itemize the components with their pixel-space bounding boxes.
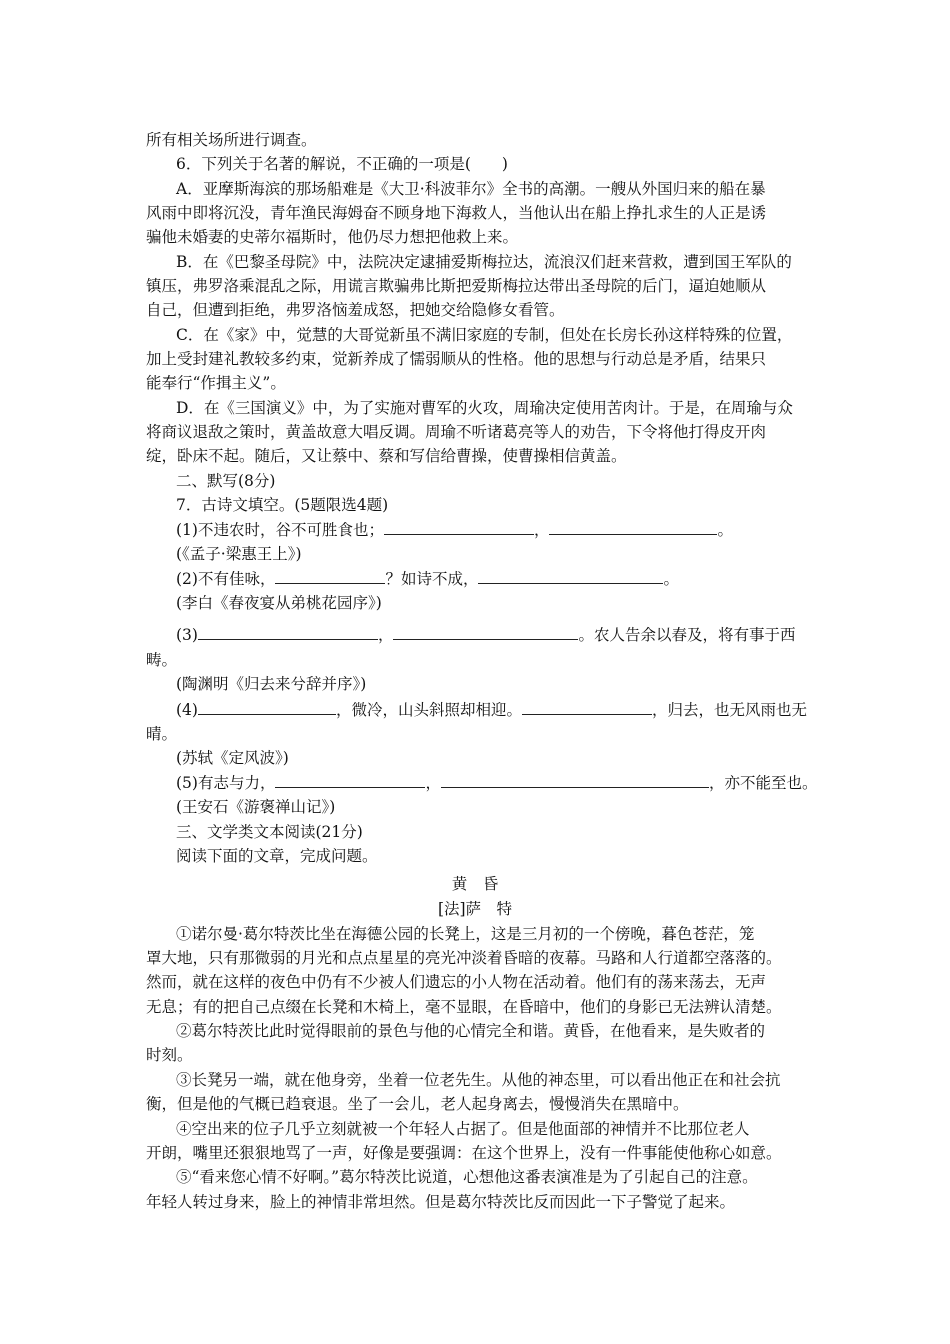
section-heading: 二、默写(8分) [176,472,276,490]
paragraph-line: 时刻。 [146,1046,193,1064]
option-c-line: 加上受封建礼教较多约束，觉新养成了懦弱顺从的性格。他的思想与行动总是矛盾，结果只 [146,350,767,368]
answer-blank[interactable] [275,771,425,788]
paragraph-line: ①诺尔曼·葛尔特茨比坐在海德公园的长凳上，这是三月初的一个傍晚，暮色苍茫，笼 [176,925,755,943]
option-c-line: C．在《家》中，觉慧的大哥觉新虽不满旧家庭的专制，但处在长房长孙这样特殊的位置， [176,326,793,344]
question-7: 7．古诗文填空。(5题限选4题) [176,496,389,514]
option-d-line: D．在《三国演义》中，为了实施对曹军的火攻，周瑜决定使用苦肉计。于是，在周瑜与众 [176,399,793,417]
answer-blank[interactable] [549,518,717,535]
source-citation: (苏轼《定风波》) [176,749,289,767]
paragraph-line: 衡，但是他的气概已趋衰退。坐了一会儿，老人起身离去，慢慢消失在黑暗中。 [146,1095,689,1113]
answer-blank[interactable] [275,567,385,584]
question-6: 6．下列关于名著的解说，不正确的一项是( ) [176,155,508,173]
option-a-line: A．亚摩斯海滨的那场船难是《大卫·科波菲尔》全书的高潮。一艘从外国归来的船在暴 [176,180,766,198]
answer-blank[interactable] [393,623,578,640]
paragraph-line: 年轻人转过身来，脸上的神情非常坦然。但是葛尔特茨比反而因此一下子警觉了起来。 [146,1193,736,1211]
article-author: [法]萨 特 [437,900,513,918]
option-a-line: 风雨中即将沉没，青年渔民海姆奋不顾身地下海救人，当他认出在船上挣扎求生的人正是诱 [146,204,767,222]
section-heading: 三、文学类文本阅读(21分) [176,823,363,841]
source-citation: (李白《春夜宴从弟桃花园序》) [176,594,382,612]
paragraph-line: ②葛尔特茨比此时觉得眼前的景色与他的心情完全和谐。黄昏，在他看来，是失败者的 [176,1022,766,1040]
text-line: 晴。 [146,725,178,743]
paragraph-line: 开朗，嘴里还狠狠地骂了一声，好像是要强调：在这个世界上，没有一件事能使他称心如意。 [146,1144,782,1162]
option-c-line: 能奉行“作揖主义”。 [146,374,286,392]
fill-item-1: (1)不违农时，谷不可胜食也； ， 。 [176,518,733,542]
fill-item-5: (5)有志与力， ， ，亦不能至也。 [176,771,818,795]
fill-item-3: (3) ， 。农人告余以春及，将有事于西 [176,623,796,647]
answer-blank[interactable] [478,567,663,584]
option-b-line: 镇压，弗罗洛乘混乱之际，用谎言欺骗弗比斯把爱斯梅拉达带出圣母院的后门，逼迫她顺从 [146,277,767,295]
instruction: 阅读下面的文章，完成问题。 [176,847,378,865]
paragraph-line: 然而，就在这样的夜色中仍有不少被人们遗忘的小人物在活动着。他们有的荡来荡去，无声 [146,973,767,991]
source-citation: (陶渊明《归去来兮辞并序》) [176,675,367,693]
option-d-line: 将商议退敌之策时，黄盖故意大唱反调。周瑜不听诸葛亮等人的劝告，下令将他打得皮开肉 [146,423,767,441]
answer-blank[interactable] [384,518,534,535]
answer-blank[interactable] [198,623,378,640]
article-title: 黄 昏 [451,875,499,893]
paragraph-line: 无息；有的把自己点缀在长凳和木椅上，毫不显眼，在昏暗中，他们的身影已无法辨认清楚。 [146,998,782,1016]
source-citation: (《孟子·梁惠王上》) [176,545,302,563]
option-d-line: 绽，卧床不起。随后，又让蔡中、蔡和写信给曹操，使曹操相信黄盖。 [146,447,627,465]
option-b-line: B．在《巴黎圣母院》中，法院决定逮捕爱斯梅拉达，流浪汉们赶来营救，遭到国王军队的 [176,253,792,271]
fill-item-2: (2)不有佳咏， ？如诗不成， 。 [176,567,679,591]
paragraph-line: 罩大地，只有那微弱的月光和点点星星的亮光冲淡着昏暗的夜幕。马路和人行道都空落落的。 [146,949,782,967]
option-b-line: 自己，但遭到拒绝，弗罗洛恼羞成怒，把她交给隐修女看管。 [146,301,565,319]
answer-blank[interactable] [198,698,336,715]
answer-blank[interactable] [441,771,709,788]
paragraph-line: ④空出来的位子几乎立刻就被一个年轻人占据了。但是他面部的神情并不比那位老人 [176,1120,750,1138]
answer-blank[interactable] [522,698,652,715]
option-a-line: 骗他未婚妻的史蒂尔福斯时，他仍尽力想把他救上来。 [146,228,519,246]
paragraph-line: ③长凳另一端，就在他身旁，坐着一位老先生。从他的神态里，可以看出他正在和社会抗 [176,1071,781,1089]
text-line: 所有相关场所进行调查。 [146,131,317,149]
source-citation: (王安石《游褒禅山记》) [176,798,336,816]
fill-item-4: (4) ，微冷，山头斜照却相迎。 ，归去，也无风雨也无 [176,698,807,722]
paragraph-line: ⑤“看来您心情不好啊。”葛尔特茨比说道，心想他这番表演准是为了引起自己的注意。 [176,1168,758,1186]
text-line: 畴。 [146,651,178,669]
